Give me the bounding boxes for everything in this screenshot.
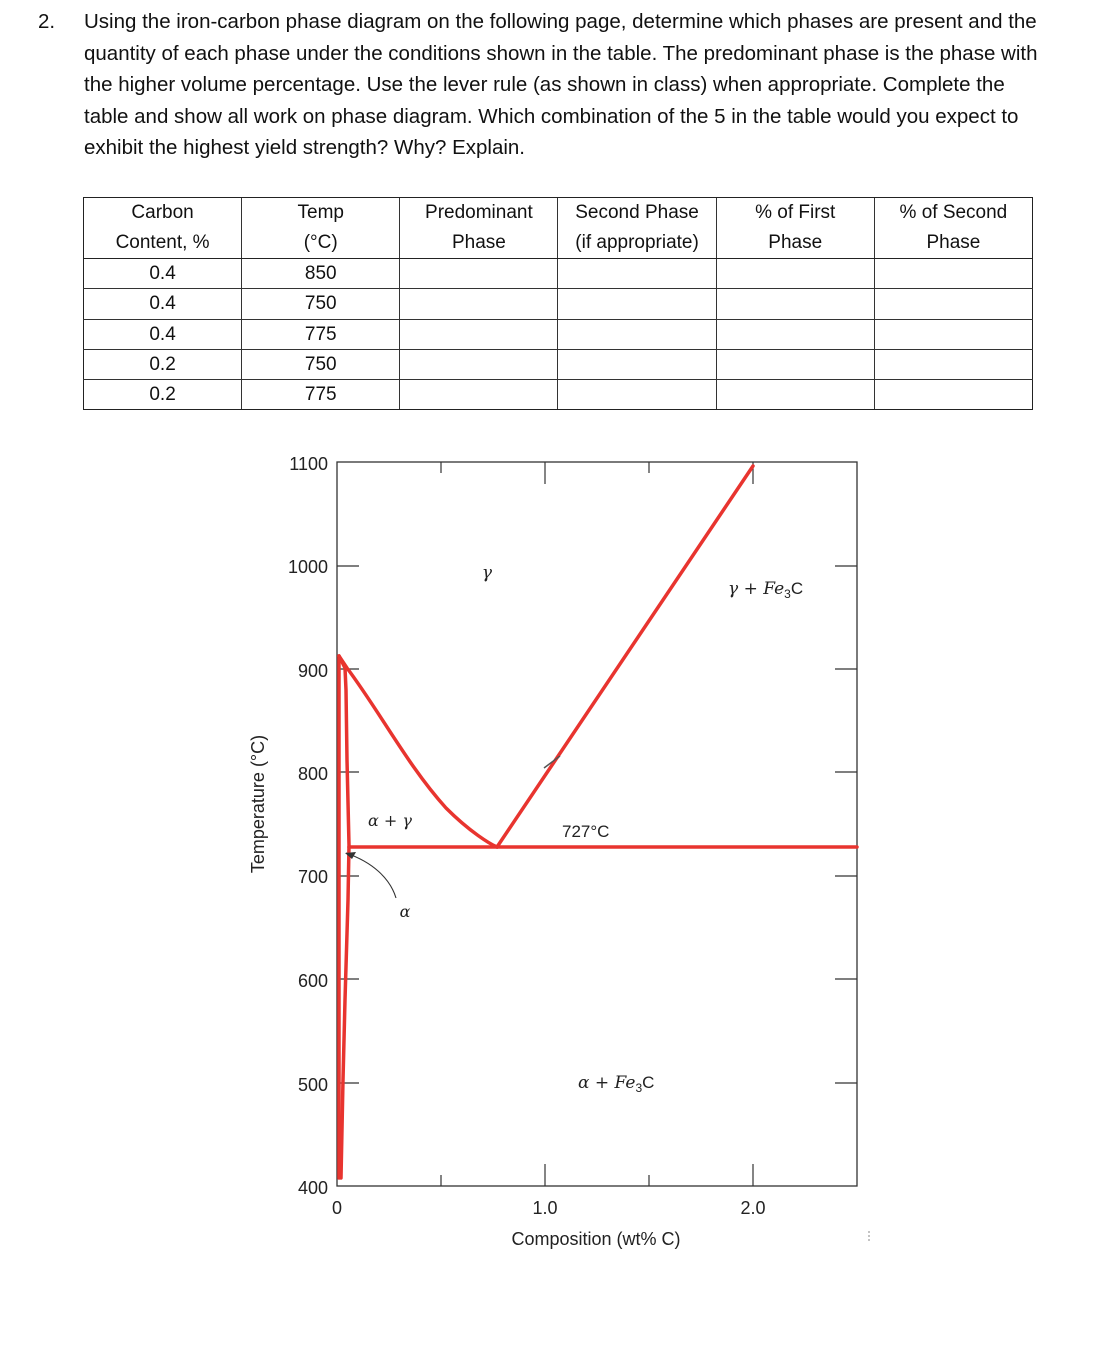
y-tick-label: 800 <box>297 764 328 784</box>
header-predominant: Predominant Phase <box>400 198 558 259</box>
x-tick-labels <box>332 1198 766 1218</box>
cell-carbon: 0.4 <box>84 259 242 289</box>
eutectoid-temp-label: 727°C <box>562 822 610 841</box>
cell-temp: 775 <box>242 319 400 349</box>
question-text: Using the iron-carbon phase diagram on the following page, determine which phases are present and the quantity of each phase under the conditions shown in the table. The predominant phase is the phase with the higher volume percentage. Use the lever rule (as shown in class) when appropriate. Complete the table and show all work on phase diagram. Which combination of the 5 in the table would you expect to exhibit the highest yield strength? Why? Explain. <box>84 10 1038 160</box>
alpha-fe3c-label: $\alpha + Fe_3C$ <box>578 1073 655 1095</box>
x-tick-label: 0 <box>331 1198 343 1218</box>
y-tick-label: 1000 <box>287 557 328 577</box>
cell-carbon: 0.4 <box>84 289 242 319</box>
y-tick-label: 600 <box>297 971 328 991</box>
cell-carbon: 0.4 <box>84 319 242 349</box>
x-axis-label: Composition (wt% C) <box>511 1229 681 1249</box>
y-tick-labels <box>288 454 328 1198</box>
y-tick-label: 400 <box>297 1178 328 1198</box>
header-carbon: Carbon Content, % <box>84 198 242 259</box>
x-tick-label: 1.0 <box>532 1198 558 1218</box>
cell-temp: 775 <box>242 380 400 410</box>
cell-carbon: 0.2 <box>84 349 242 379</box>
y-tick-label: 1100 <box>289 454 328 474</box>
cell-carbon: 0.2 <box>84 380 242 410</box>
cell-temp: 750 <box>242 289 400 319</box>
y-tick-label: 900 <box>297 661 328 681</box>
alpha-label: α <box>399 902 411 921</box>
header-pct-first: % of First Phase <box>716 198 874 259</box>
y-axis-label: Temperature (°C) <box>248 734 268 874</box>
cell-temp: 750 <box>242 349 400 379</box>
gamma-label: γ <box>481 563 493 583</box>
header-second-phase: Second Phase (if appropriate) <box>558 198 716 259</box>
question-number: 2. <box>38 10 56 33</box>
x-tick-label: 2.0 <box>740 1198 766 1218</box>
alpha-gamma-boundary <box>339 656 497 847</box>
header-temp: Temp (°C) <box>242 198 400 259</box>
y-tick-label: 700 <box>297 867 328 887</box>
acm-boundary <box>497 466 753 847</box>
alpha-gamma-label: α + γ <box>368 811 412 830</box>
gamma-fe3c-label: $\gamma + Fe_3C$ <box>728 579 804 601</box>
cell-temp: 850 <box>242 259 400 289</box>
y-tick-label: 500 <box>297 1075 328 1095</box>
header-pct-second: % of Second Phase <box>874 198 1032 259</box>
